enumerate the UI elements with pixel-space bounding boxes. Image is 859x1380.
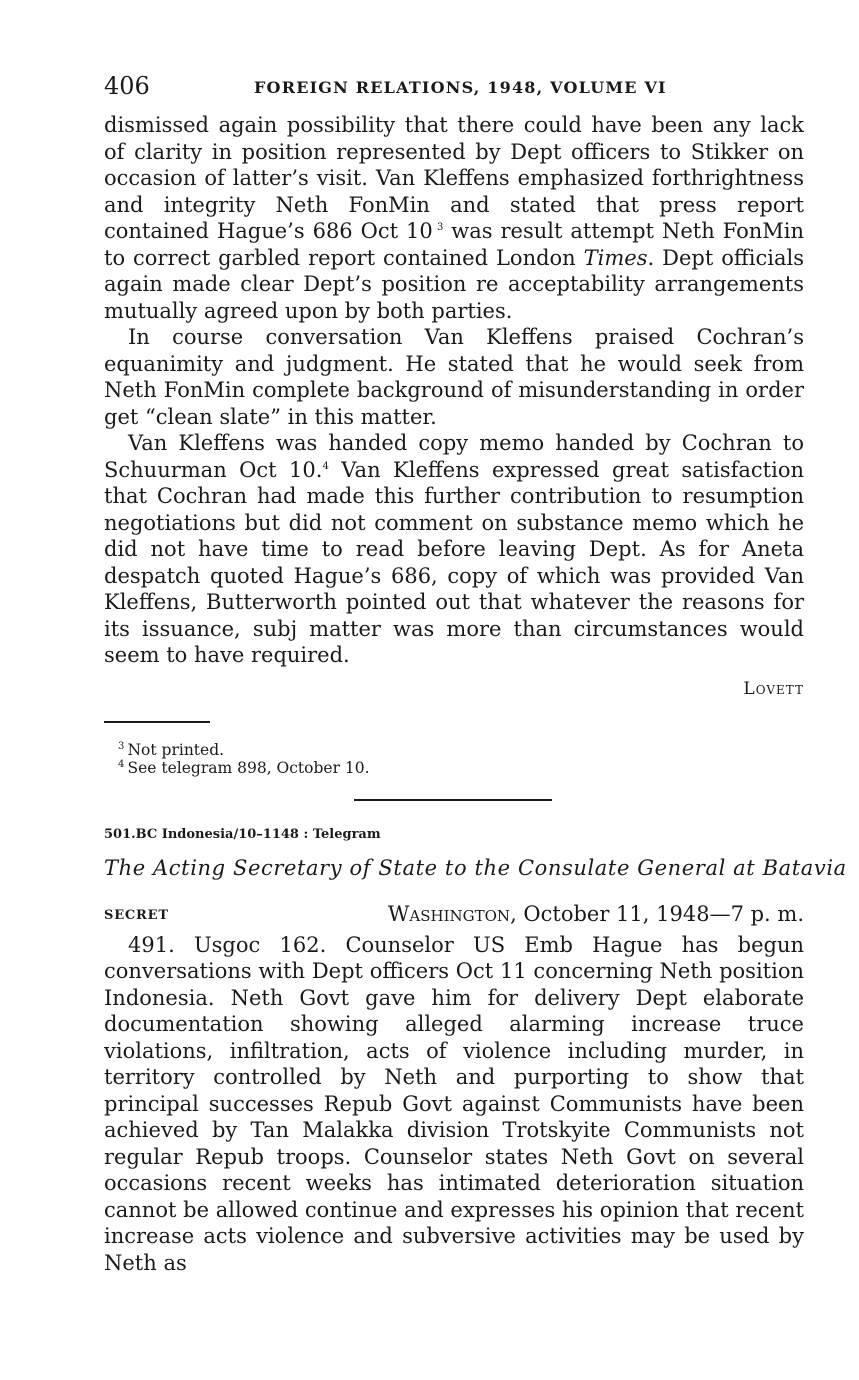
running-title: FOREIGN RELATIONS, 1948, VOLUME VI: [254, 78, 667, 97]
body-paragraph-1: dismissed again possibility that there could have been any lack of clarity in position represented by Dept officers to Stikker on occasion of latter’s visit. Van Kleffens emphasized forthrightness and integrity Neth FonMin and stated that press report contained Hague’s 686 Oct 10 $^3$ was result attempt Neth FonMin to correct garbled report contained London Times. Dept officials again made clear Dept’s position re acceptability arrangements mutually agreed upon by both parties.: [104, 113, 805, 323]
footnote-4: $^4$ See telegram 898, October 10.: [118, 758, 370, 777]
footnote-3: $^3$ Not printed.: [118, 740, 225, 759]
body-paragraph-2: In course conversation Van Kleffens praised Cochran’s equanimity and judgment. He stated that he would seek from Neth FonMin complete background of misunderstanding in order get “clean slate” in this matter.: [104, 325, 804, 429]
section-divider: [354, 799, 552, 801]
footnote-rule: [104, 721, 210, 723]
body-paragraph-3: Van Kleffens was handed copy memo handed by Cochran to Schuurman Oct 10.$^4$ Van Kleffens expressed great satisfaction that Cochran had made this further contribution to resumption negotiations but did not comment on substance memo which he did not have time to read before leaving Dept. As for Aneta despatch quoted Hague’s 686, copy of which was provided Van Kleffens, Butterworth pointed out that whatever the reasons for its issuance, subj matter was more than circumstances would seem to have required.: [104, 431, 804, 667]
running-head: [104, 72, 804, 112]
file-reference: 501.BC Indonesia/10–1148 : Telegram: [104, 826, 381, 842]
document-title: The Acting Secretary of State to the Consulate General at Batavia: [104, 855, 847, 880]
times-italic: Times: [583, 245, 648, 270]
document-page: [104, 72, 847, 1276]
dateline: [104, 902, 804, 932]
page-number: 406: [104, 72, 150, 100]
footnote-ref-3[interactable]: 3: [436, 222, 444, 233]
signature: Lovett: [743, 678, 804, 699]
classification-label: SECRET: [104, 907, 169, 923]
footnote-ref-4[interactable]: 4: [322, 460, 329, 472]
telegram-paragraph: 491. Usgoc 162. Counselor US Emb Hague has begun conversations with Dept officers Oct 11 concerning Neth position Indonesia. Neth Govt gave him for delivery Dept elaborate documentation showing alleged alarming increase truce violations, infiltration, acts of violence including murder, in territory controlled by Neth and purporting to show that principal successes Repub Govt against Communists have been achieved by Tan Malakka division Trotskyite Communists not regular Repub troops. Counselor states Neth Govt on several occasions recent weeks has intimated deterioration situation cannot be allowed continue and expresses his opinion that recent increase acts violence and subversive activities may be used by Neth as: [104, 932, 804, 1275]
footnotes: [104, 741, 804, 777]
date-place: Washington, October 11, 1948—7 p. m.: [387, 901, 804, 926]
